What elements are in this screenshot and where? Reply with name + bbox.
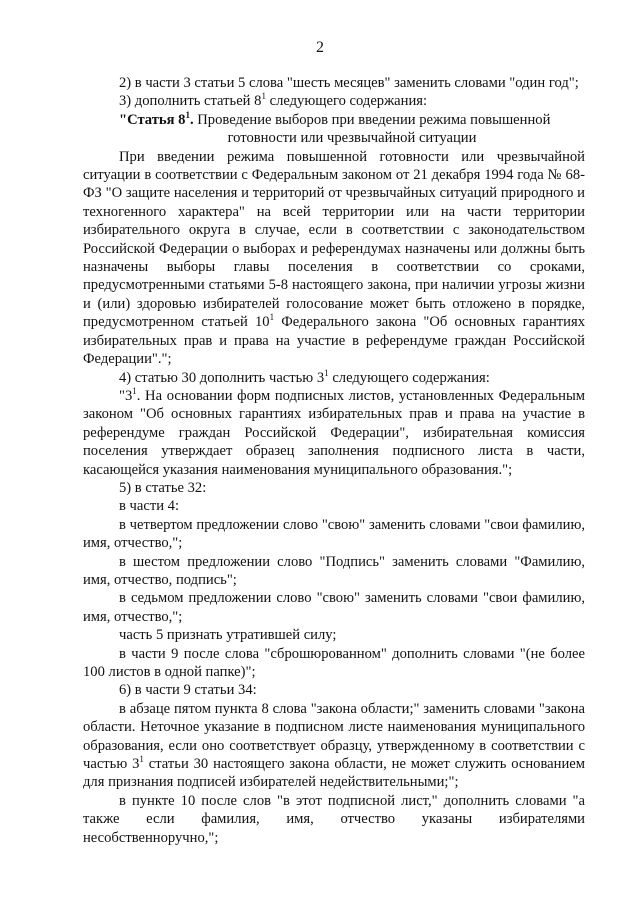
- subitem-fourth-sentence: в четвертом предложении слово "свою" заменить словами "свои фамилию, имя, отчество,";: [83, 516, 585, 552]
- subitem-sixth-sentence: в шестом предложении слово "Подпись" заменить словами "Фамилию, имя, отчество, подпись";: [83, 553, 585, 588]
- document-body: [83, 74, 585, 847]
- subitem-paragraph-5: в абзаце пятом пункта 8 слова "закона области;" заменить словами "закона области. Неточное указание в подписном листе наименования муниципального образования, если оно соответствует образцу, утвержденному в соответствии с частью $3^1$ статьи 30 настоящего закона области, не может служить основанием для признания подписей избирателей недействительными;";: [83, 700, 585, 791]
- part-3-1-text: "$3^1$. На основании форм подписных листов, установленных Федеральным законом "Об основных гарантиях избирательных прав и права на участие в референдуме граждан Российской Федерации", избирательная комиссия поселения утверждает образец заполнения подписного листа в части, касающейся указания наименования муниципального образования.";: [83, 385, 585, 478]
- paragraph-item-2: 2) в части 3 статьи 5 слова "шесть месяцев" заменить словами "один год";: [119, 75, 579, 91]
- paragraph-item-4: 4) статью 30 дополнить частью $3^1$ следующего содержания:: [119, 367, 490, 386]
- subitem-part-4: в части 4:: [119, 498, 180, 515]
- subitem-seventh-sentence: в седьмом предложении слово "свою" заменить словами "свои фамилию, имя, отчество,";: [83, 590, 585, 625]
- subitem-part-9: в части 9 после слова "сброшюрованном" дополнить словами "(не более 100 листов в одной папке)";: [83, 645, 585, 680]
- article-title-continuation: готовности или чрезвычайной ситуации: [227, 130, 477, 147]
- article-title: "Статья $8^1$. Проведение выборов при введении режима повышенной: [119, 109, 551, 128]
- page-number: 2: [316, 39, 324, 56]
- subitem-part-5: часть 5 признать утратившей силу;: [119, 627, 337, 644]
- paragraph-item-6: 6) в части 9 статьи 34:: [119, 682, 257, 699]
- paragraph-item-5: 5) в статье 32:: [119, 479, 207, 496]
- paragraph-item-3: 3) дополнить статьей $8^1$ следующего содержания:: [119, 91, 428, 110]
- subitem-point-10: в пункте 10 после слов "в этот подписной лист," дополнить словами "а также если фамилия, имя, отчество указаны избирателями несобственноручно,";: [83, 792, 585, 846]
- article-8-1-text: При введении режима повышенной готовности или чрезвычайной ситуации в соответствии с Федеральным законом от 21 декабря 1994 года № 68-ФЗ "О защите населения и территорий от чрезвычайных ситуаций природного и техногенного характера" на всей территории или на части территории избирательного округа в случае, если в соответствии с законодательством Российской Федерации о выборах и референдумах назначены или должны быть назначены выборы главы поселения в соответствии со сроками, предусмотренными статьями 5-8 настоящего закона, при наличии угрозы жизни и (или) здоровью избирателей голосование может быть отложено в порядке, предусмотренном статьей $10^1$ Федерального закона "Об основных гарантиях избирательных прав и права на участие в референдуме граждан Российской Федерации".";: [83, 148, 586, 368]
